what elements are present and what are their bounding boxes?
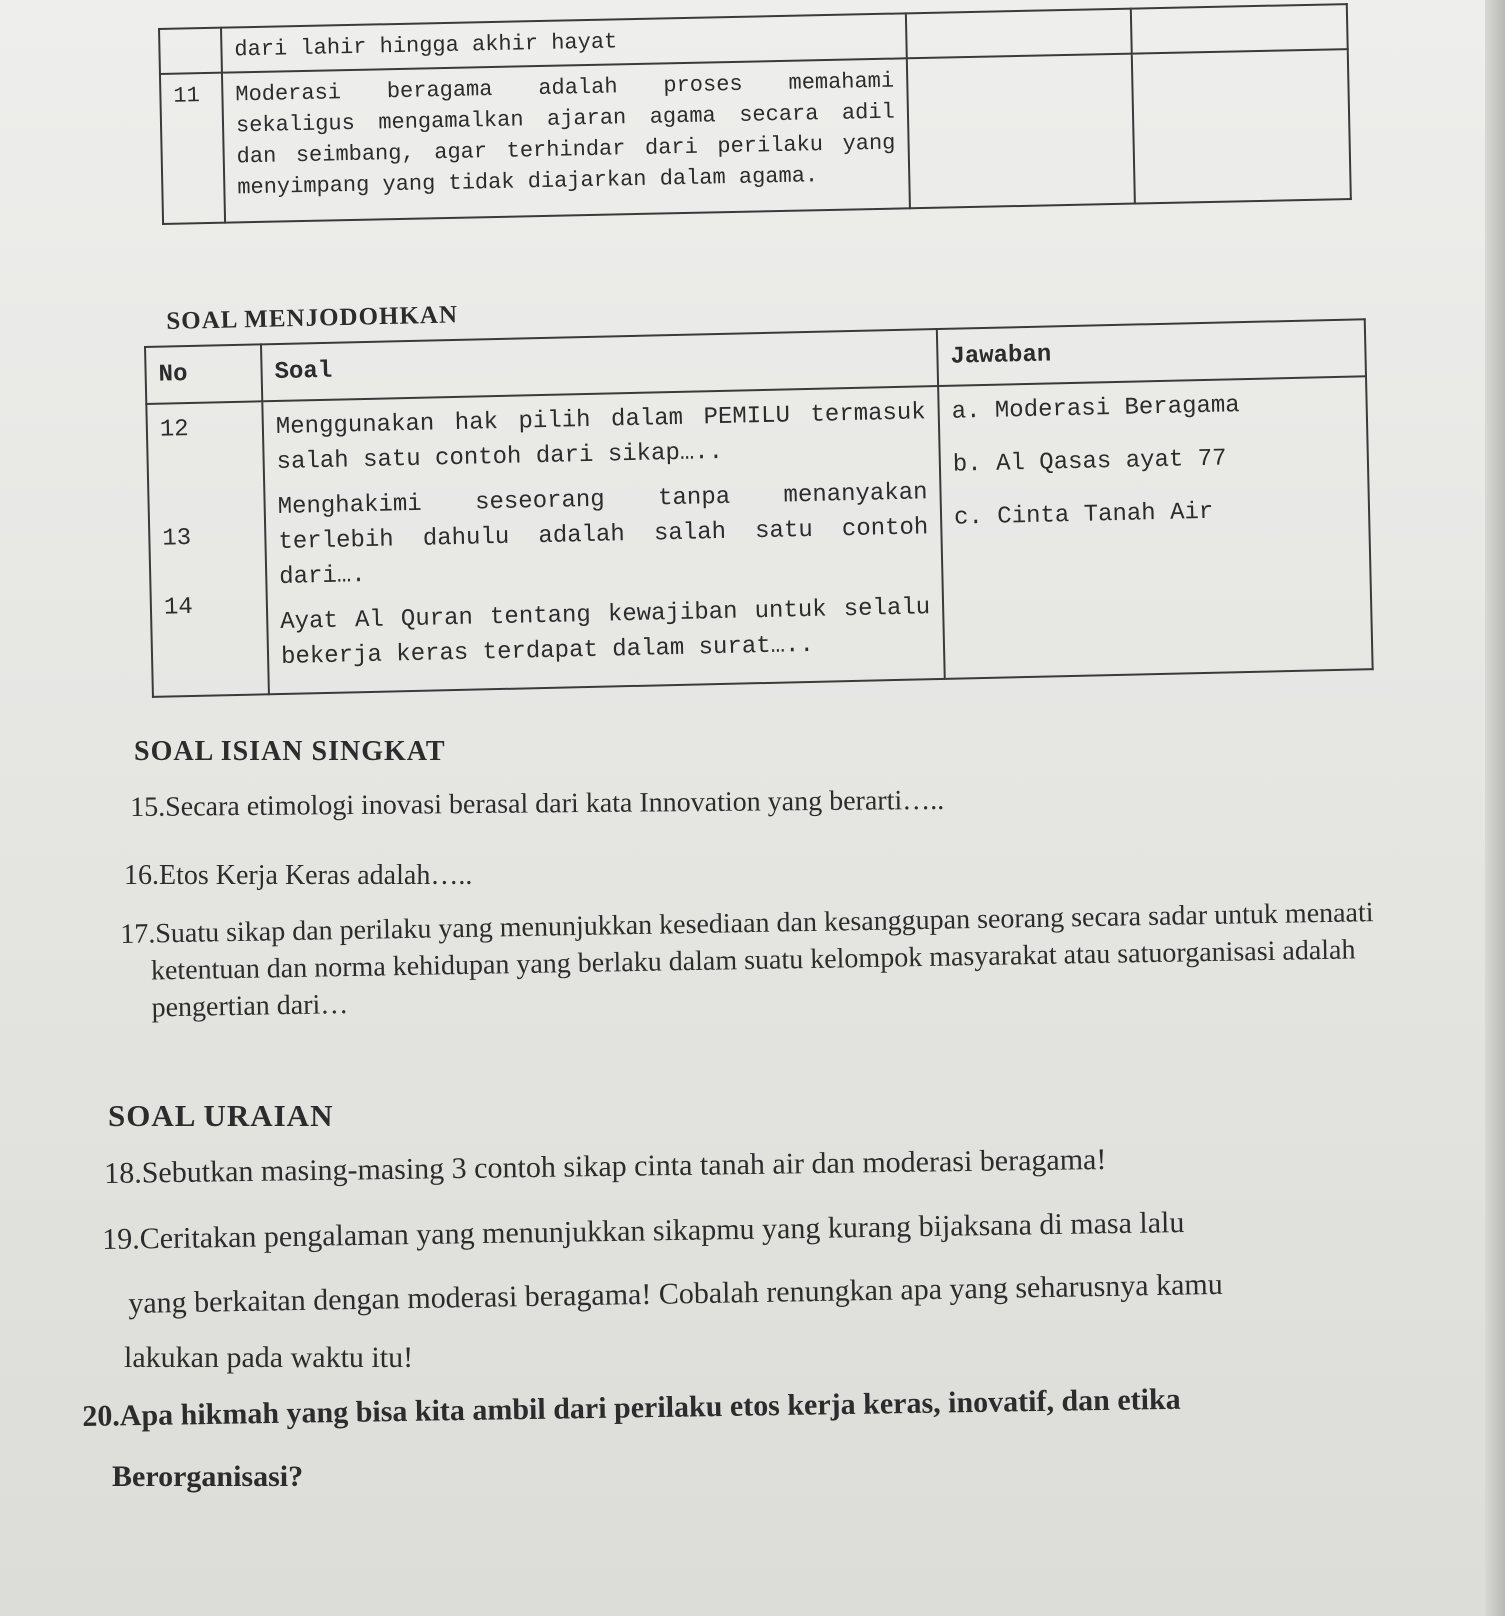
question-text: Menggunakan hak pilih dalam PEMILU termasuk salah satu contoh dari sikap…..: [275, 399, 927, 477]
question-17: 17.Suatu sikap dan perilaku yang menunjukkan kesediaan dan kesanggupan seorang secara sadar untuk menaati ketentuan dan norma kehidupan yang berlaku dalam suatu kelompok masyarakat atau satuorganisasi adalah pengertian dari…: [120, 897, 1374, 1024]
header-soal: Soal: [261, 329, 938, 401]
table-cell: [1131, 4, 1348, 54]
matching-table: [144, 318, 1374, 698]
question-15: 15.Secara etimologi inovasi berasal dari kata Innovation yang berarti…..: [130, 784, 945, 823]
table-cell: [907, 54, 1136, 209]
question-19-line-1: 19.Ceritakan pengalaman yang menunjukkan sikapmu yang kurang bijaksana di masa lalu: [102, 1206, 1185, 1256]
questions-cell: [262, 386, 944, 694]
row-number: 11: [160, 73, 225, 224]
answer-option: c. Cinta Tanah Air: [953, 498, 1214, 532]
question-20-line-2: Berorganisasi?: [112, 1460, 304, 1493]
question-18: 18.Sebutkan masing-masing 3 contoh sikap cinta tanah air dan moderasi beragama!: [104, 1143, 1107, 1190]
section-title-matching: SOAL MENJODOHKAN: [166, 301, 459, 335]
question-text: Menghakimi seseorang tanpa menanyakan terlebih dahulu adalah salah satu contoh dari….: [277, 479, 929, 591]
header-no: No: [145, 344, 262, 404]
question-number: 13: [162, 524, 192, 553]
page-edge: [1485, 0, 1505, 1616]
question-numbers: [146, 401, 269, 697]
table-cell: [906, 9, 1132, 59]
top-table: [158, 3, 1352, 225]
table-cell: [159, 28, 222, 74]
section-title-short-answer: SOAL ISIAN SINGKAT: [134, 736, 446, 767]
question-19-line-2: yang berkaitan dengan moderasi beragama! Cobalah renungkan apa yang seharusnya kamu: [128, 1267, 1224, 1320]
question-19-line-3: lakukan pada waktu itu!: [124, 1341, 414, 1374]
answer-option: b. Al Qasas ayat 77: [952, 445, 1227, 479]
answers-cell: [938, 376, 1373, 679]
question-number: 14: [163, 593, 194, 622]
section-title-essay: SOAL URAIAN: [108, 1098, 334, 1133]
question-text: Ayat Al Quran tentang kewajiban untuk selalu bekerja keras terdapat dalam surat…..: [280, 594, 931, 671]
table-row: [160, 49, 1351, 224]
table-row: [146, 376, 1372, 697]
table-cell: dari lahir hingga akhir hayat: [221, 13, 907, 72]
header-jawaban: Jawaban: [937, 319, 1366, 386]
answer-option: a. Moderasi Beragama: [951, 392, 1240, 426]
question-16: 16.Etos Kerja Keras adalah…..: [124, 860, 473, 891]
question-number: 12: [159, 416, 190, 444]
table-cell: [1132, 49, 1351, 203]
question-20-line-1: 20.Apa hikmah yang bisa kita ambil dari perilaku etos kerja keras, inovatif, dan etika: [82, 1382, 1181, 1433]
statement-text: Moderasi beragama adalah proses memahami sekaligus mengamalkan ajaran agama secara adil dan seimbang, agar terhindar dari perilaku yang menyimpang yang tidak diajarkan dalam agama.: [222, 58, 910, 222]
